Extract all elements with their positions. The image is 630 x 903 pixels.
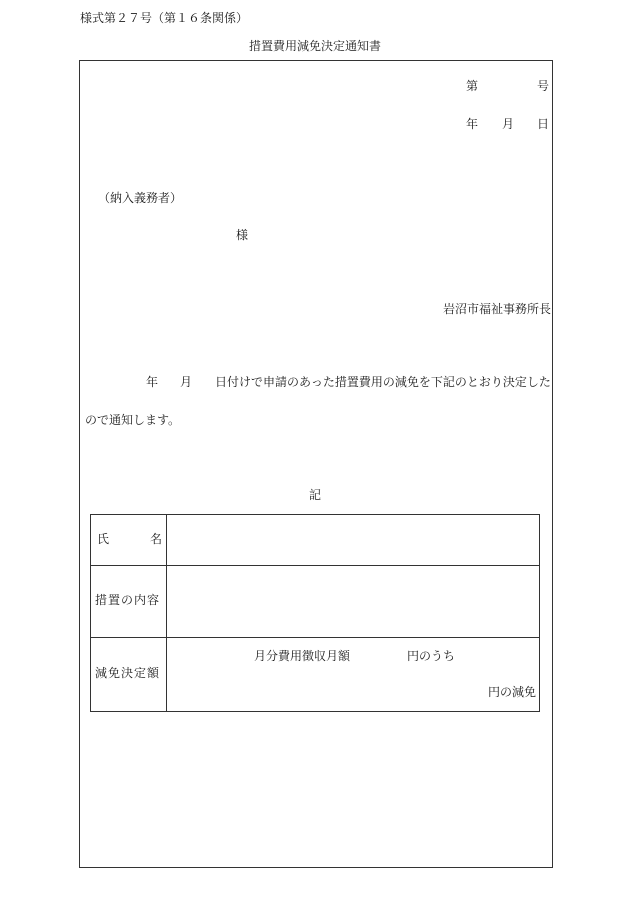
- body-year-label: 年: [146, 375, 159, 389]
- name-label-first: 氏: [97, 532, 110, 546]
- body-text-line2: ので通知します。: [85, 413, 181, 427]
- yen-of-text: 円のうち: [407, 649, 456, 663]
- monthly-fee-text: 月分費用徴収月額: [254, 649, 351, 663]
- body-text-line1: 日付けで申請のあった措置費用の減免を下記のとおり決定した: [215, 375, 551, 389]
- issuer-name: 岩沼市福祉事務所長: [443, 302, 552, 316]
- name-label-second: 名: [150, 532, 163, 546]
- date-day-label: 日: [537, 117, 550, 131]
- recipient-label: （納入義務者）: [98, 191, 183, 205]
- yen-exemption-text: 円の減免: [488, 685, 537, 699]
- table-column-divider: [166, 515, 167, 711]
- body-month-label: 月: [180, 375, 193, 389]
- form-number: 様式第２７号（第１６条関係）: [80, 11, 249, 25]
- reference-number-suffix: 号: [537, 79, 550, 93]
- record-heading: 記: [308, 488, 321, 502]
- measure-content-label: 措置の内容: [95, 593, 161, 607]
- document-frame: [79, 60, 553, 868]
- date-year-label: 年: [466, 117, 479, 131]
- date-month-label: 月: [502, 117, 515, 131]
- exemption-amount-label: 減免決定額: [95, 666, 161, 680]
- document-title: 措置費用減免決定通知書: [248, 39, 381, 53]
- table-row-divider: [91, 565, 539, 566]
- table-row-divider: [91, 637, 539, 638]
- reference-number-prefix: 第: [466, 79, 479, 93]
- recipient-honorific: 様: [236, 228, 249, 242]
